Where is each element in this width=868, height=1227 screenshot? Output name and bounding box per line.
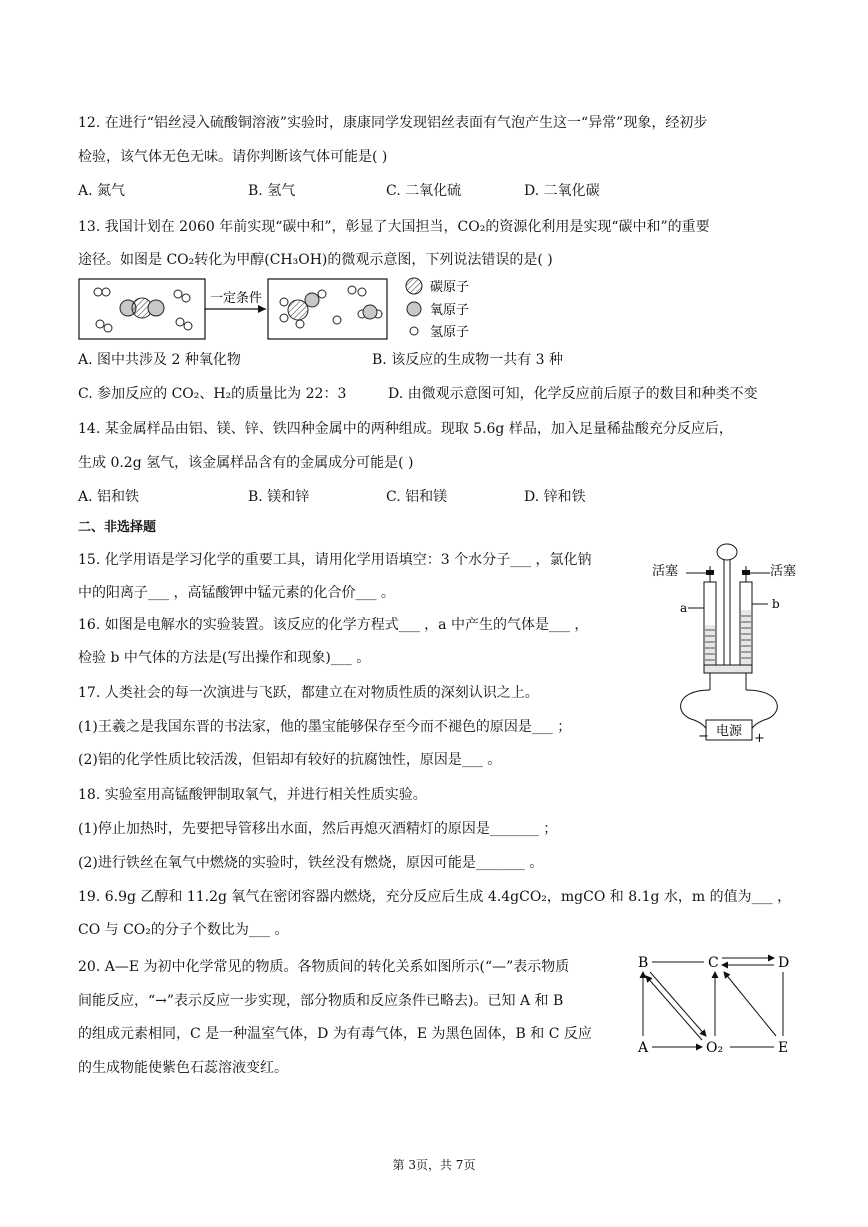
- q13-option-d: D. 由微观示意图可知，化学反应前后原子的数目和种类不变: [388, 386, 758, 402]
- tube-b-label: b: [772, 597, 780, 611]
- q20-line3: 的组成元素相同，C 是一种温室气体，D 为有毒气体，E 为黑色固体，B 和 C 反应: [78, 1026, 592, 1042]
- q16-line1: 16. 如图是电解水的实验装置。该反应的化学方程式___ ，a 中产生的气体是___ ，: [78, 617, 589, 633]
- section-heading: 二、非选择题: [78, 520, 157, 535]
- q14-option-d: D. 锌和铁: [524, 489, 586, 505]
- q19-line1: 19. 6.9g 乙醇和 11.2g 氧气在密闭容器内燃烧，充分反应后生成 4.4gCO₂，mgCO 和 8.1g 水，m 的值为___ ，: [78, 889, 792, 905]
- q14-option-a: A. 铝和铁: [78, 489, 140, 505]
- q20-line4: 的生成物能使紫色石蕊溶液变红。: [78, 1060, 288, 1076]
- q17-line1: 17. 人类社会的每一次演进与飞跃，都建立在对物质性质的深刻认识之上。: [78, 685, 539, 701]
- node-e: E: [778, 1040, 789, 1056]
- legend-carbon: 碳原子: [430, 280, 470, 295]
- q12-option-b: B. 氢气: [248, 183, 296, 199]
- q15-line2: 中的阳离子___ ，高锰酸钾中锰元素的化合价___ 。: [78, 585, 395, 601]
- q12-line1: 12. 在进行“铝丝浸入硫酸铜溶液”实验时，康康同学发现铝丝表面有气泡产生这一“异常”现象，经初步: [78, 115, 708, 131]
- q18-line3: (2)进行铁丝在氧气中燃烧的实验时，铁丝没有燃烧，原因可能是_______ 。: [78, 855, 544, 871]
- page-footer: 第 3页，共 7页: [392, 1158, 476, 1172]
- q18-line2: (1)停止加热时，先要把导管移出水面，然后再熄灭酒精灯的原因是_______ ；: [78, 821, 558, 837]
- reaction-condition: 一定条件: [209, 291, 263, 306]
- node-a: A: [638, 1040, 649, 1056]
- valve-right-label: 活塞: [770, 564, 797, 579]
- q13-line1: 13. 我国计划在 2060 年前实现“碳中和”，彰显了大国担当，CO₂的资源化利用是实现“碳中和”的重要: [78, 219, 710, 235]
- node-d: D: [778, 955, 790, 971]
- q17-line3: (2)铝的化学性质比较活泼，但铝却有较好的抗腐蚀性，原因是___ 。: [78, 752, 502, 768]
- legend-oxygen: 氧原子: [430, 303, 470, 318]
- substance-relation-diagram: [630, 950, 800, 1060]
- electrolysis-apparatus: [644, 540, 814, 745]
- q13-option-c: C. 参加反应的 CO₂、H₂的质量比为 22：3: [78, 386, 347, 402]
- q14-line2: 生成 0.2g 氢气，该金属样品含有的金属成分可能是( ): [78, 455, 414, 471]
- node-o2: O₂: [706, 1040, 724, 1056]
- q14-option-b: B. 镁和锌: [248, 489, 310, 505]
- q14-line1: 14. 某金属样品由铝、镁、锌、铁四种金属中的两种组成。现取 5.6g 样品，加入足量稀盐酸充分反应后，: [78, 421, 733, 437]
- q19-line2: CO 与 CO₂的分子个数比为___ 。: [78, 922, 289, 938]
- q18-line1: 18. 实验室用高锰酸钾制取氧气，并进行相关性质实验。: [78, 787, 427, 803]
- tube-a-label: a: [680, 601, 688, 615]
- q12-option-d: D. 二氧化碳: [524, 183, 600, 199]
- q20-line2: 间能反应，“→”表示反应一步实现，部分物质和反应条件已略去)。已知 A 和 B: [78, 993, 564, 1009]
- valve-left-label: 活塞: [652, 564, 679, 579]
- co2-methanol-micro-diagram: [76, 276, 516, 346]
- q13-line2: 途径。如图是 CO₂转化为甲醇(CH₃OH)的微观示意图，下列说法错误的是( ): [78, 252, 553, 268]
- power-minus: −: [698, 729, 709, 744]
- q20-line1: 20. A—E 为初中化学常见的物质。各物质间的转化关系如图所示(“—”表示物质: [78, 959, 570, 975]
- q13-option-b: B. 该反应的生成物一共有 3 种: [372, 352, 563, 368]
- q12-option-c: C. 二氧化硫: [386, 183, 462, 199]
- q15-line1: 15. 化学用语是学习化学的重要工具，请用化学用语填空：3 个水分子___ ，氯化钠: [78, 552, 592, 568]
- q12-line2: 检验，该气体无色无味。请你判断该气体可能是( ): [78, 149, 388, 165]
- q17-line2: (1)王羲之是我国东晋的书法家，他的墨宝能够保存至今而不褪色的原因是___ ；: [78, 719, 572, 735]
- q14-option-c: C. 铝和镁: [386, 489, 448, 505]
- node-b: B: [638, 955, 649, 971]
- q13-option-a: A. 图中共涉及 2 种氧化物: [78, 352, 241, 368]
- node-c: C: [708, 955, 719, 971]
- power-plus: +: [754, 731, 765, 745]
- legend-hydrogen: 氢原子: [430, 325, 470, 340]
- q12-option-a: A. 氮气: [78, 183, 126, 199]
- power-label: 电源: [715, 724, 743, 739]
- q16-line2: 检验 b 中气体的方法是(写出操作和现象)___ 。: [78, 650, 371, 666]
